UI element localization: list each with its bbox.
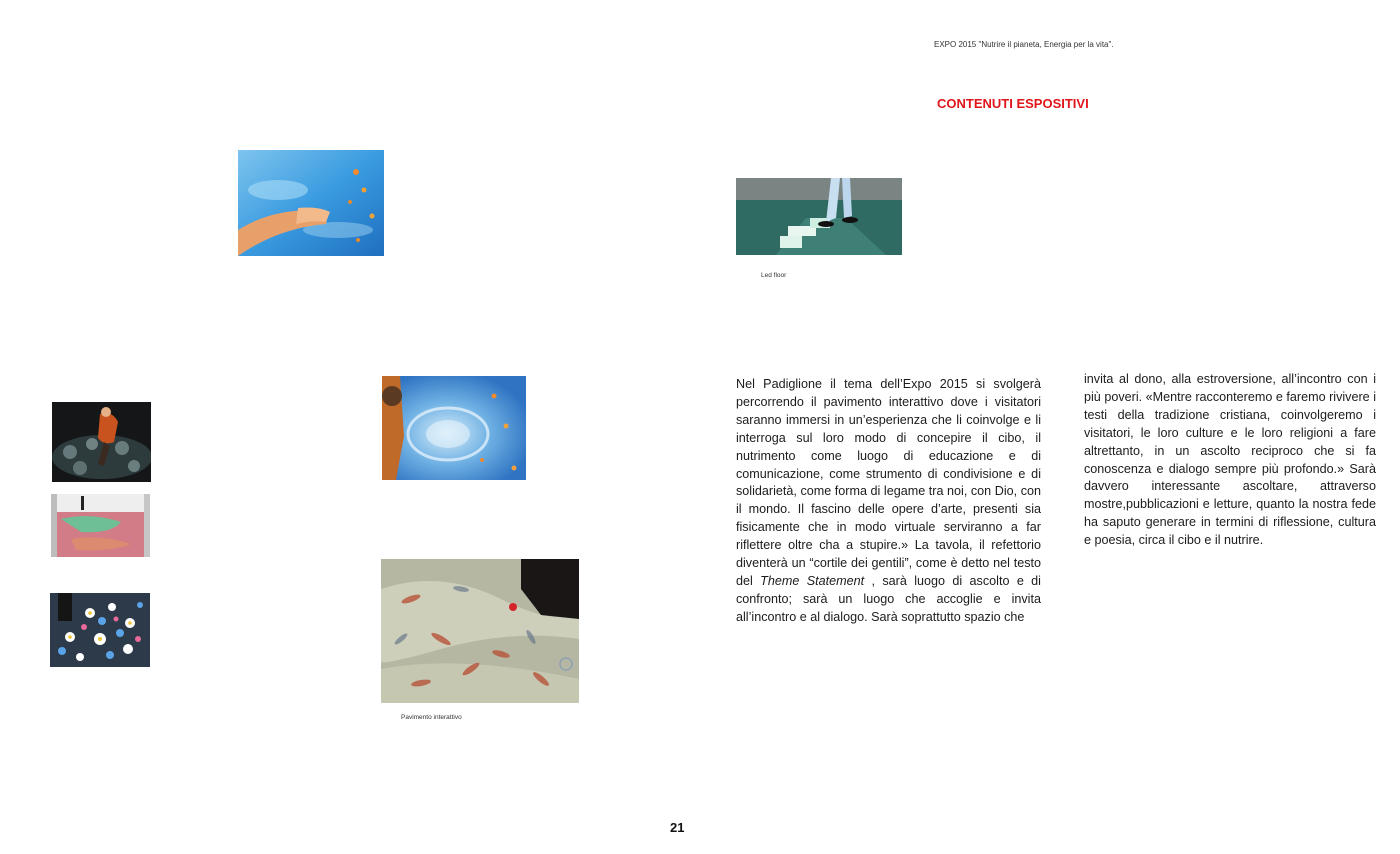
body-text-part-1: Nel Padiglione il tema dell’Expo 2015 si svolgerà percorrendo il pavimento interattivo dove i visitatori saranno immersi in un’esperienza che li coinvolge e li interroga sul loro modo di concepire il cibo, il nutrimento come luogo di educazione e di comunicazione, come strumento di condivisione e di solidarietà, come forma di legame tra noi, con Dio, con il mondo. Il fascino delle opere d’arte, presenti sia fisicamente che in modo virtuale serviranno a far riflettere oltre cha a stupire.» La tavola, il refettorio diventerà un “cortile dei gentili”, come è detto nel testo del bbox=[736, 377, 1041, 588]
section-title: CONTENUTI ESPOSITIVI bbox=[937, 96, 1089, 111]
photo-led-floor bbox=[736, 178, 902, 255]
photo-finger-on-water bbox=[238, 150, 384, 256]
photo-water-splash bbox=[382, 376, 526, 480]
header-note: EXPO 2015 "Nutrire il pianeta, Energia per la vita". bbox=[934, 40, 1114, 49]
caption-fish-floor: Pavimento interattivo bbox=[401, 714, 462, 721]
photo-corridor-floor bbox=[51, 494, 150, 557]
caption-led-floor: Led floor bbox=[761, 272, 787, 279]
photo-flower-floor bbox=[50, 593, 150, 667]
page-number: 21 bbox=[670, 820, 685, 835]
body-text-part-2: , sarà luogo di ascolto e di confronto; sarà un luogo che accoglie e invita all’incontro e al dialogo. Sarà soprattutto spazio che bbox=[736, 573, 1041, 624]
text-column-right bbox=[1084, 371, 1376, 550]
text-column-left bbox=[736, 376, 1041, 627]
photo-child-on-floor bbox=[52, 402, 151, 482]
theme-statement-text: Theme Statement bbox=[760, 573, 865, 588]
body-text-column-2: invita al dono, alla estroversione, all’incontro con i più poveri. «Mentre racconteremo e faremo rivivere i testi della tradizione cristiana, coinvolgeremo i visitatori, le loro culture e le loro religioni a fare altrettanto, in un ascolto reciproco che si fa conoscenza e dialogo sempre più profondo.» Sarà davvero interessante ascoltare, attraverso mostre,pubblicazioni e letture, quanto la nostra fede ha saputo generare in termini di riflessione, cultura e poesia, circa il cibo e il nutrire. bbox=[1084, 372, 1376, 548]
photo-fish-floor bbox=[381, 559, 579, 703]
